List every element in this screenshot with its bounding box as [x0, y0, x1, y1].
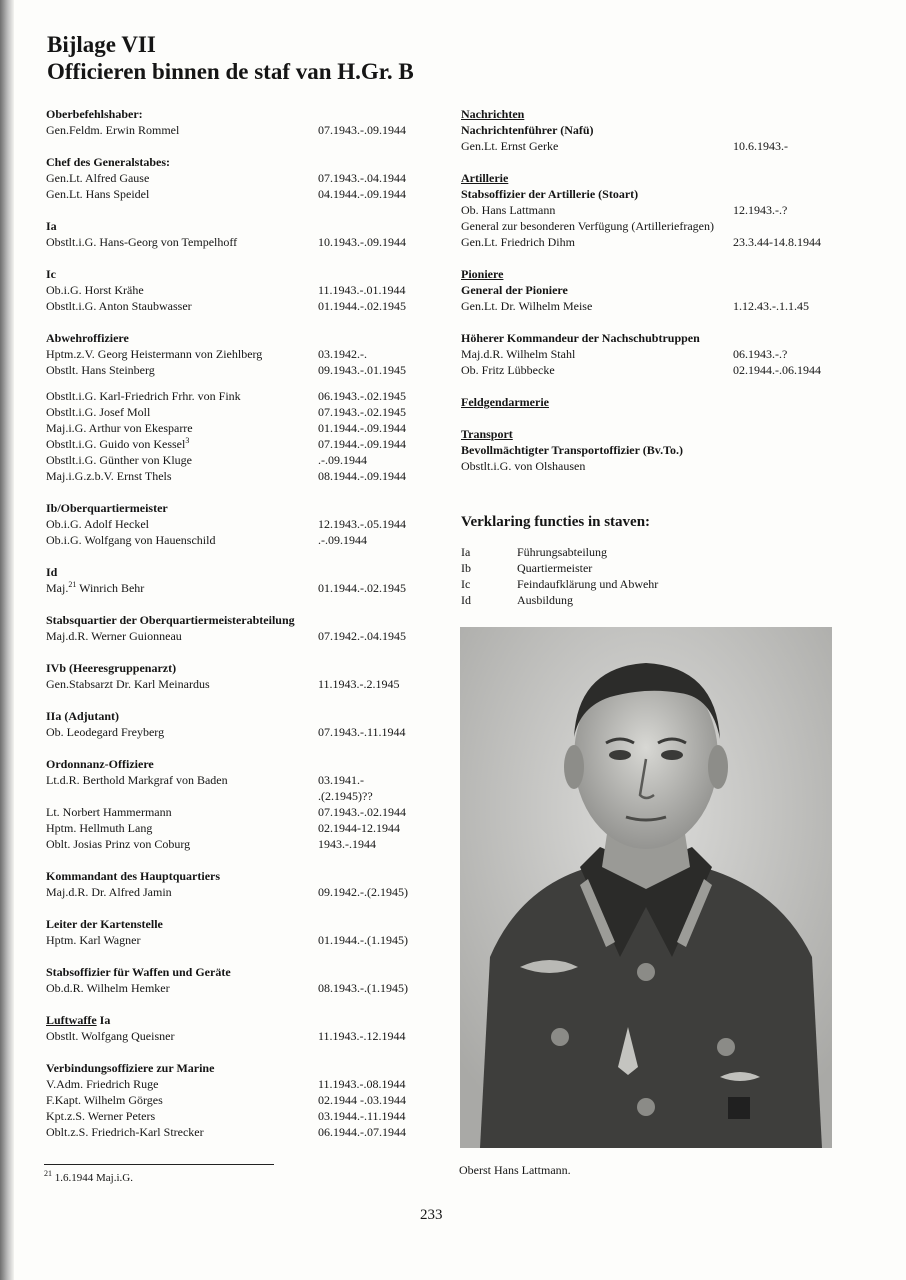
officer-name-text: Kpt.z.S. Werner Peters	[46, 1109, 156, 1123]
officer-name-text: Ob. Hans Lattmann	[461, 203, 556, 217]
officer-name-text: Maj.d.R. Dr. Alfred Jamin	[46, 885, 172, 899]
section-heading: Stabsoffizier für Waffen und Geräte	[46, 965, 231, 979]
section-heading: Oberbefehlshaber:	[46, 107, 143, 121]
staff-row	[46, 516, 426, 532]
section-heading: Stabsquartier der Oberquartiermeisterabteilung	[46, 613, 295, 627]
officer-name-text: Ob.i.G. Adolf Heckel	[46, 517, 149, 531]
staff-row	[46, 1124, 426, 1140]
staff-row	[46, 452, 426, 468]
service-period: 11.1943.-.12.1944	[318, 1029, 406, 1043]
officer-name	[461, 362, 555, 378]
officer-name	[46, 628, 182, 644]
staff-row	[461, 234, 861, 250]
service-period: 07.1943.-.02.1944	[318, 805, 406, 819]
service-period: 07.1943.-.02.1945	[318, 405, 406, 419]
officer-name	[46, 884, 172, 900]
staff-row	[46, 1108, 426, 1124]
function-abbreviation: Ia	[461, 545, 471, 559]
service-period: 01.1944.-.09.1944	[318, 421, 406, 435]
verklaring-item	[461, 544, 861, 560]
staff-section	[46, 708, 426, 740]
category-heading: Pioniere	[461, 267, 504, 281]
officer-name-text: Obstlt. Wolfgang Queisner	[46, 1029, 175, 1043]
officer-name-text: Gen.Feldm. Erwin Rommel	[46, 123, 180, 137]
service-period: 06.1944.-.07.1944	[318, 1125, 406, 1139]
staff-section	[461, 170, 861, 250]
category-heading: Nachrichten	[461, 107, 525, 121]
staff-section	[46, 1060, 426, 1140]
staff-section	[46, 964, 426, 996]
category-heading: Artillerie	[461, 171, 509, 185]
staff-row	[46, 234, 426, 250]
officer-name	[461, 234, 575, 250]
service-period: 11.1943.-.2.1945	[318, 677, 400, 691]
officer-name-text: Hptm.z.V. Georg Heistermann von Ziehlberg	[46, 347, 263, 361]
officer-name-text: Hptm. Karl Wagner	[46, 933, 141, 947]
service-period: 06.1943.-.02.1945	[318, 389, 406, 403]
officer-name	[46, 1076, 158, 1092]
service-period: 11.1943.-.01.1944	[318, 283, 406, 297]
section-heading: Bevollmächtigter Transportoffizier (Bv.To.)	[461, 443, 683, 457]
staff-row	[46, 820, 426, 836]
page-title	[47, 31, 414, 85]
staff-row	[46, 980, 426, 996]
staff-section	[461, 330, 861, 378]
staff-row	[46, 186, 426, 202]
footnote-text: 1.6.1944 Maj.i.G.	[54, 1172, 133, 1184]
section-heading: Leiter der Kartenstelle	[46, 917, 163, 931]
officer-name	[46, 452, 192, 468]
staff-section	[46, 916, 426, 948]
service-period: 10.6.1943.-	[733, 139, 788, 153]
officer-name-text: Oblt. Josias Prinz von Coburg	[46, 837, 191, 851]
category-heading: Feldgendarmerie	[461, 395, 549, 409]
officer-name-text: Ob.d.R. Wilhelm Hemker	[46, 981, 170, 995]
service-period: 06.1943.-.?	[733, 347, 788, 361]
officer-name	[46, 420, 193, 436]
service-period: 10.1943.-.09.1944	[318, 235, 406, 249]
officer-name	[46, 346, 262, 362]
staff-row	[46, 1092, 426, 1108]
staff-row	[46, 1076, 426, 1092]
service-period: 1.12.43.-.1.1.45	[733, 299, 809, 313]
staff-row	[461, 362, 861, 378]
section-heading: Verbindungsoffiziere zur Marine	[46, 1061, 215, 1075]
service-period: 02.1944-12.1944	[318, 821, 400, 835]
function-description: Führungsabteilung	[517, 545, 607, 559]
officer-name	[46, 298, 192, 314]
service-period: 12.1943.-.?	[733, 203, 788, 217]
left-column	[46, 106, 426, 1156]
officer-name-text: Ob. Leodegard Freyberg	[46, 725, 165, 739]
officer-name-text: Gen.Lt. Hans Speidel	[46, 187, 150, 201]
staff-section	[46, 330, 426, 484]
staff-section	[46, 756, 426, 852]
staff-section	[46, 1012, 426, 1044]
staff-row	[461, 218, 861, 234]
officer-name	[46, 186, 149, 202]
portrait-illustration	[460, 627, 832, 1148]
service-period: 08.1943.-.(1.1945)	[318, 981, 408, 995]
right-column	[461, 106, 861, 608]
function-description: Quartiermeister	[517, 561, 593, 575]
function-abbreviation: Ib	[461, 561, 471, 575]
officer-name	[46, 932, 140, 948]
officer-name	[46, 282, 144, 298]
service-period: 07.1943.-.09.1944	[318, 123, 406, 137]
officer-name-text: Maj.d.R. Wilhelm Stahl	[461, 347, 576, 361]
officer-name-text: Ob. Fritz Lübbecke	[461, 363, 555, 377]
officer-name	[461, 138, 558, 154]
footnote-marker: 3	[185, 436, 190, 445]
officer-name-text: Maj.	[46, 581, 69, 595]
officer-name-text: Gen.Lt. Alfred Gause	[46, 171, 150, 185]
section-heading: Kommandant des Hauptquartiers	[46, 869, 221, 883]
service-period: 07.1943.-.11.1944	[318, 725, 406, 739]
staff-section	[46, 660, 426, 692]
staff-row	[46, 724, 426, 740]
officer-name	[461, 202, 555, 218]
staff-row	[46, 772, 426, 788]
service-period: .-.09.1944	[318, 533, 367, 547]
service-period: .(2.1945)??	[318, 789, 373, 803]
officer-name-text: Obstlt.i.G. Josef Moll	[46, 405, 151, 419]
staff-section	[46, 106, 426, 138]
section-heading: IIa (Adjutant)	[46, 709, 120, 723]
officer-name	[46, 362, 155, 378]
portrait-photo	[460, 627, 832, 1148]
photo-caption: Oberst Hans Lattmann.	[459, 1163, 571, 1177]
officer-name-text: Gen.Stabsarzt Dr. Karl Meinardus	[46, 677, 210, 691]
officer-name-text: Obstlt.i.G. Guido von Kessel	[46, 437, 186, 451]
section-heading: Nachrichtenführer (Nafü)	[461, 123, 594, 137]
staff-row	[46, 362, 426, 378]
section-heading: General der Pioniere	[461, 283, 568, 297]
staff-row	[46, 532, 426, 548]
staff-row	[461, 346, 861, 362]
officer-name-text: Gen.Lt. Dr. Wilhelm Meise	[461, 299, 593, 313]
officer-name	[46, 468, 172, 484]
service-period: 1943.-.1944	[318, 837, 376, 851]
category-heading: Transport	[461, 427, 513, 441]
footnote	[44, 1169, 133, 1184]
section-heading: Id	[46, 565, 58, 579]
officer-name-text: Gen.Lt. Friedrich Dihm	[461, 235, 575, 249]
footnote-marker: 21	[68, 580, 77, 589]
service-period: 08.1944.-.09.1944	[318, 469, 406, 483]
officer-name-text: Ob.i.G. Horst Krähe	[46, 283, 144, 297]
service-period: 01.1944.-.02.1945	[318, 299, 406, 313]
service-period: 07.1943.-.04.1944	[318, 171, 406, 185]
staff-row	[46, 122, 426, 138]
officer-name	[46, 724, 164, 740]
service-period: 01.1944.-.(1.1945)	[318, 933, 408, 947]
staff-section	[461, 106, 861, 154]
officer-name-text: Gen.Lt. Ernst Gerke	[461, 139, 559, 153]
section-heading: Ib/Oberquartiermeister	[46, 501, 168, 515]
verklaring-title: Verklaring functies in staven:	[461, 514, 651, 530]
verklaring-item	[461, 560, 861, 576]
officer-name	[46, 820, 152, 836]
officer-name-text: Lt. Norbert Hammermann	[46, 805, 172, 819]
verklaring-list	[461, 544, 861, 608]
right-sections	[461, 106, 861, 474]
officer-name-text: Maj.i.G. Arthur von Ekesparre	[46, 421, 193, 435]
staff-section	[46, 564, 426, 596]
section-heading: Höherer Kommandeur der Nachschubtruppen	[461, 331, 700, 345]
officer-name	[46, 676, 210, 692]
function-abbreviation: Ic	[461, 577, 471, 591]
officer-name	[461, 458, 585, 474]
officer-name	[46, 436, 189, 452]
service-period: 03.1942.-.	[318, 347, 367, 361]
staff-section	[46, 154, 426, 202]
section-heading	[46, 1012, 426, 1028]
officer-name	[46, 836, 190, 852]
officer-name-text: Winrich Behr	[76, 581, 145, 595]
service-period: 09.1942.-.(2.1945)	[318, 885, 408, 899]
officer-name	[46, 404, 150, 420]
staff-row	[46, 884, 426, 900]
row-gap	[46, 378, 426, 388]
officer-name	[46, 1028, 174, 1044]
officer-name-text: General zur besonderen Verfügung (Artilleriefragen)	[461, 219, 714, 233]
staff-row	[46, 404, 426, 420]
service-period: 02.1944.-.06.1944	[733, 363, 821, 377]
officer-name-text: Obstlt.i.G. Hans-Georg von Tempelhoff	[46, 235, 238, 249]
service-period: 07.1944.-.09.1944	[318, 437, 406, 451]
title-line-2: Officieren binnen de staf van H.Gr. B	[47, 59, 414, 84]
officer-name-text: Maj.d.R. Werner Guionneau	[46, 629, 182, 643]
officer-name	[46, 772, 228, 788]
service-period: .-.09.1944	[318, 453, 367, 467]
page-number: 233	[420, 1207, 443, 1223]
book-spine-shadow	[0, 0, 14, 1280]
staff-section	[46, 868, 426, 900]
section-heading-suffix: Ia	[96, 1013, 111, 1027]
staff-section	[461, 266, 861, 314]
staff-row	[46, 932, 426, 948]
title-line-1: Bijlage VII	[47, 32, 156, 57]
officer-name	[461, 298, 592, 314]
staff-row	[46, 676, 426, 692]
staff-section	[461, 394, 861, 410]
officer-name-text: Hptm. Hellmuth Lang	[46, 821, 153, 835]
service-period: 03.1941.-	[318, 773, 364, 787]
staff-section	[46, 500, 426, 548]
officer-name	[46, 1124, 204, 1140]
staff-row	[46, 1028, 426, 1044]
function-abbreviation: Id	[461, 593, 471, 607]
service-period: 01.1944.-.02.1945	[318, 581, 406, 595]
officer-name	[46, 980, 170, 996]
section-heading: IVb (Heeresgruppenarzt)	[46, 661, 177, 675]
staff-row	[46, 388, 426, 404]
officer-name	[46, 388, 241, 404]
function-description: Feindaufklärung und Abwehr	[517, 577, 659, 591]
staff-row	[461, 298, 861, 314]
service-period: 09.1943.-.01.1945	[318, 363, 406, 377]
officer-name-text: Oblt.z.S. Friedrich-Karl Strecker	[46, 1125, 204, 1139]
officer-name-text: Ob.i.G. Wolfgang von Hauenschild	[46, 533, 216, 547]
section-heading: Ic	[46, 267, 56, 281]
staff-row	[46, 170, 426, 186]
staff-row	[46, 628, 426, 644]
officer-name-text: Obstlt.i.G. Günther von Kluge	[46, 453, 192, 467]
officer-name-text: V.Adm. Friedrich Ruge	[46, 1077, 159, 1091]
section-heading: Abwehroffiziere	[46, 331, 129, 345]
service-period: 07.1942.-.04.1945	[318, 629, 406, 643]
staff-row	[46, 298, 426, 314]
service-period: 03.1944.-.11.1944	[318, 1109, 406, 1123]
section-heading-text: Luftwaffe	[46, 1013, 97, 1027]
staff-row	[46, 468, 426, 484]
staff-section	[46, 266, 426, 314]
staff-row	[46, 436, 426, 452]
service-period: 04.1944.-.09.1944	[318, 187, 406, 201]
service-period: 12.1943.-.05.1944	[318, 517, 406, 531]
officer-name-text: F.Kapt. Wilhelm Görges	[46, 1093, 163, 1107]
staff-row	[46, 580, 426, 596]
staff-row	[46, 282, 426, 298]
officer-name-text: Lt.d.R. Berthold Markgraf von Baden	[46, 773, 228, 787]
section-heading: Ia	[46, 219, 57, 233]
officer-name	[46, 532, 215, 548]
staff-row	[46, 420, 426, 436]
service-period: 23.3.44-14.8.1944	[733, 235, 821, 249]
staff-row	[46, 836, 426, 852]
staff-row	[461, 138, 861, 154]
verklaring-item	[461, 592, 861, 608]
staff-row	[461, 458, 861, 474]
officer-name-text: Obstlt. Hans Steinberg	[46, 363, 155, 377]
staff-section	[46, 612, 426, 644]
officer-name	[46, 580, 144, 596]
footnote-rule	[44, 1164, 274, 1165]
officer-name-text: Maj.i.G.z.b.V. Ernst Thels	[46, 469, 172, 483]
officer-name	[46, 170, 149, 186]
staff-row	[46, 788, 426, 804]
footnote-marker: 21	[44, 1169, 52, 1178]
officer-name	[46, 1092, 163, 1108]
officer-name	[461, 218, 714, 234]
officer-name	[461, 346, 575, 362]
officer-name	[46, 516, 149, 532]
officer-name	[46, 234, 237, 250]
officer-name	[46, 804, 172, 820]
officer-name-text: Obstlt.i.G. Karl-Friedrich Frhr. von Fink	[46, 389, 241, 403]
verklaring-item	[461, 576, 861, 592]
staff-section	[461, 426, 861, 474]
service-period: 11.1943.-.08.1944	[318, 1077, 406, 1091]
officer-name	[46, 122, 179, 138]
section-heading: Ordonnanz-Offiziere	[46, 757, 154, 771]
staff-row	[46, 346, 426, 362]
function-description: Ausbildung	[517, 593, 574, 607]
staff-section	[46, 218, 426, 250]
officer-name	[46, 1108, 155, 1124]
officer-name-text: Obstlt.i.G. Anton Staubwasser	[46, 299, 192, 313]
section-heading: Stabsoffizier der Artillerie (Stoart)	[461, 187, 639, 201]
service-period: 02.1944 -.03.1944	[318, 1093, 406, 1107]
section-heading: Chef des Generalstabes:	[46, 155, 170, 169]
staff-row	[46, 804, 426, 820]
officer-name-text: Obstlt.i.G. von Olshausen	[461, 459, 586, 473]
staff-row	[461, 202, 861, 218]
